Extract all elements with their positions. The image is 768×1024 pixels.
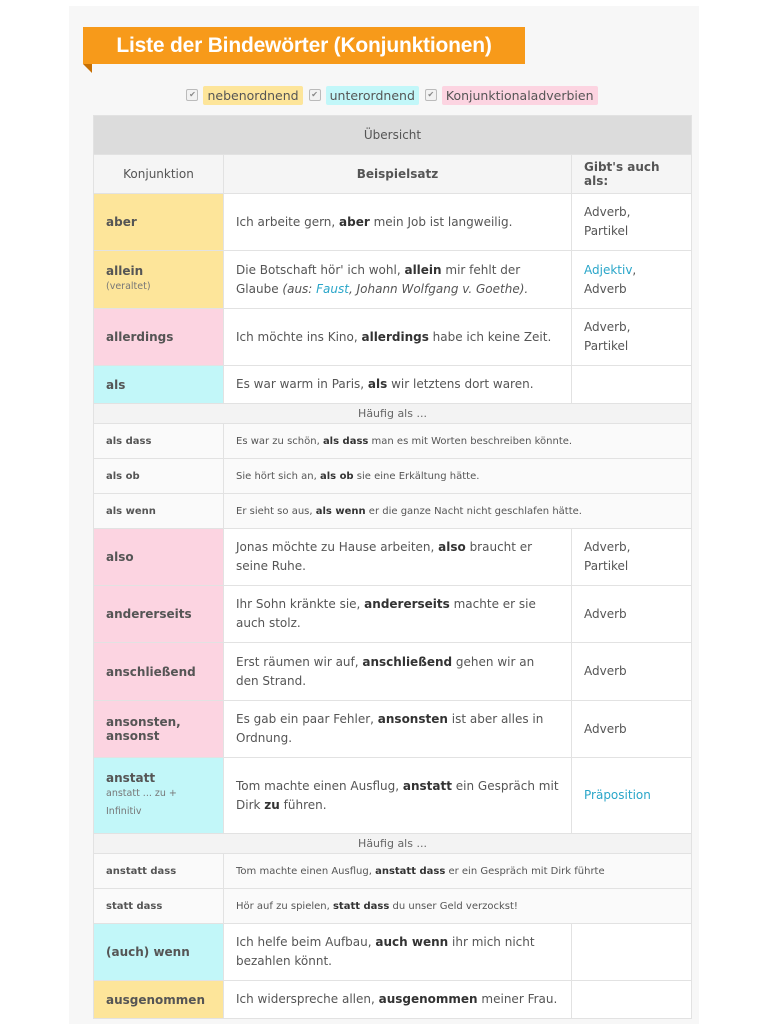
example-conjunction: auch wenn [375, 935, 449, 949]
also-cell: Adverb [572, 643, 692, 701]
example-text: ist aber alles in Ordnung. [236, 712, 544, 745]
column-header-beispielsatz: Beispielsatz [224, 155, 572, 194]
conjunction-cell: ausgenommen [94, 981, 224, 1019]
table-row [94, 309, 692, 366]
also-separator: , [632, 262, 637, 277]
example-text: machte er sie auch stolz. [236, 597, 536, 630]
example-cell [224, 643, 572, 701]
example-conjunction: allerdings [361, 329, 429, 344]
banner-fold [83, 64, 92, 73]
example-conjunction: anstatt [402, 778, 452, 793]
overview-heading: Übersicht [94, 116, 692, 155]
subheader-row [94, 834, 692, 854]
example-cell [224, 251, 572, 309]
subheader-row [94, 404, 692, 424]
filter-konjunktionaladverbien[interactable] [425, 86, 598, 105]
example-conjunction: andererseits [364, 597, 450, 611]
example-text: Jonas möchte zu Hause arbeiten, [236, 540, 439, 554]
example-cell [224, 194, 572, 251]
conjunction-cell: statt dass [94, 889, 224, 924]
table-row [94, 701, 692, 758]
example-conjunction: anschließend [362, 654, 453, 669]
example-cell [224, 366, 572, 404]
example-conjunction: als wenn [315, 505, 366, 517]
filter-nebenordnend[interactable] [186, 86, 302, 105]
example-text: Ich möchte ins Kino, [236, 329, 362, 344]
example-text: habe ich keine Zeit. [428, 329, 552, 344]
example-text: Es war zu schön, [236, 435, 323, 447]
example-cell [224, 424, 692, 459]
also-cell [572, 366, 692, 404]
table-row [94, 366, 692, 404]
table-row [94, 924, 692, 981]
conjunction-word: ansonst [106, 729, 160, 743]
checkbox-unterordnend[interactable]: ✔ [309, 89, 321, 101]
conjunction-cell: aber [94, 194, 224, 251]
also-cell [572, 981, 692, 1019]
example-conjunction: statt dass [332, 900, 390, 912]
example-text: Die Botschaft hör' ich wohl, [236, 262, 405, 277]
example-conjunction: als dass [322, 435, 369, 447]
table-row [94, 889, 692, 924]
often-as-label: Häufig als ... [94, 404, 692, 424]
also-cell [572, 529, 692, 586]
example-cell [224, 529, 572, 586]
example-cell [224, 494, 692, 529]
example-cell [224, 701, 572, 758]
table-row [94, 494, 692, 529]
citation-text: (aus: [282, 281, 317, 296]
also-value: Adverb [584, 281, 627, 296]
also-value: Partikel [584, 339, 629, 353]
conjunction-cell [94, 251, 224, 309]
example-cell [224, 309, 572, 366]
example-text: Es gab ein paar Fehler, [236, 712, 378, 726]
column-header-konjunktion: Konjunktion [94, 155, 224, 194]
example-text: er ein Gespräch mit Dirk führte [445, 865, 605, 877]
conjunction-cell [94, 758, 224, 834]
conjunction-word: ansonsten, [106, 715, 181, 729]
example-cell [224, 889, 692, 924]
example-conjunction: also [438, 540, 466, 554]
example-text: mir fehlt der Glaube [236, 262, 521, 296]
example-text: mein Job ist langweilig. [369, 214, 513, 229]
also-value: Adverb, [584, 205, 631, 219]
example-text: Sie hört sich an, [236, 470, 320, 482]
table-row [94, 194, 692, 251]
table-row [94, 424, 692, 459]
conjunction-cell: andererseits [94, 586, 224, 643]
conjunction-note: (veraltet) [106, 280, 151, 292]
page-title: Liste der Bindewörter (Konjunktionen) [83, 27, 525, 64]
example-text: führen. [279, 797, 327, 812]
example-text: Es war warm in Paris, [236, 377, 368, 391]
conjunction-cell: anschließend [94, 643, 224, 701]
example-text: meiner Frau. [477, 992, 558, 1006]
example-cell [224, 924, 572, 981]
also-cell [572, 924, 692, 981]
example-text: Hör auf zu spielen, [236, 900, 333, 912]
conjunction-cell [94, 701, 224, 758]
also-cell [572, 194, 692, 251]
example-text: gehen wir an den Strand. [236, 654, 535, 688]
praeposition-link[interactable]: Präposition [584, 788, 651, 802]
conjunction-note: anstatt ... zu + Infinitiv [106, 787, 177, 817]
example-text: ihr mich nicht bezahlen könnt. [236, 935, 535, 968]
example-text: Erst räumen wir auf, [236, 654, 363, 669]
example-conjunction: allein [404, 262, 442, 277]
also-cell [572, 251, 692, 309]
example-text: Ich helfe beim Aufbau, [236, 935, 376, 949]
example-conjunction: aber [339, 214, 370, 229]
faust-link[interactable]: Faust [316, 281, 349, 296]
adjektiv-link[interactable]: Adjektiv [584, 262, 633, 277]
conjunction-cell: als dass [94, 424, 224, 459]
example-conjunction: ansonsten [377, 712, 448, 726]
example-text: wir letztens dort waren. [387, 377, 534, 391]
also-cell: Adverb [572, 586, 692, 643]
conjunction-word: allein [106, 263, 144, 278]
checkbox-konjunktionaladverbien[interactable]: ✔ [425, 89, 437, 101]
example-conjunction: als ob [319, 470, 354, 482]
example-text: sie eine Erkältung hätte. [353, 470, 480, 482]
example-cell [224, 758, 572, 834]
example-conjunction: ausgenommen [378, 992, 478, 1006]
conjunction-cell: allerdings [94, 309, 224, 366]
example-cell [224, 981, 572, 1019]
example-conjunction: zu [264, 797, 280, 812]
example-text: du unser Geld verzockst! [389, 900, 518, 912]
citation-text: , Johann Wolfgang v. Goethe). [348, 281, 529, 296]
checkbox-nebenordnend[interactable]: ✔ [186, 89, 198, 101]
filter-unterordnend[interactable] [309, 86, 419, 105]
example-text: ein Gespräch mit Dirk [236, 778, 559, 812]
example-conjunction: als [367, 377, 388, 391]
conjunction-cell: (auch) wenn [94, 924, 224, 981]
also-cell: Adverb [572, 701, 692, 758]
filter-label-nebenordnend: nebenordnend [203, 86, 302, 105]
example-text: braucht er seine Ruhe. [236, 540, 533, 573]
also-value: Adverb, [584, 540, 631, 554]
conjunction-cell: als ob [94, 459, 224, 494]
conjunction-cell: anstatt dass [94, 854, 224, 889]
table-row [94, 459, 692, 494]
conjunction-cell: als wenn [94, 494, 224, 529]
table-row [94, 854, 692, 889]
example-text: man es mit Worten beschreiben könnte. [368, 435, 573, 447]
filter-label-unterordnend: unterordnend [326, 86, 419, 105]
example-text: Ich arbeite gern, [236, 214, 340, 229]
also-value: Adverb, [584, 320, 631, 334]
conjunction-word: anstatt [106, 770, 156, 785]
example-cell [224, 854, 692, 889]
table-row [94, 758, 692, 834]
also-cell [572, 309, 692, 366]
table-row [94, 251, 692, 309]
example-text: Er sieht so aus, [236, 505, 316, 517]
column-header-auch-als: Gibt's auch als: [572, 155, 692, 194]
table-row [94, 586, 692, 643]
conjunction-cell: also [94, 529, 224, 586]
example-text: er die ganze Nacht nicht geschlafen hätte. [365, 505, 582, 517]
example-text: Tom machte einen Ausflug, [236, 865, 376, 877]
also-cell [572, 758, 692, 834]
example-text: Ihr Sohn kränkte sie, [236, 597, 365, 611]
table-row [94, 529, 692, 586]
table-header-overview [94, 116, 692, 155]
example-cell [224, 459, 692, 494]
table-row [94, 981, 692, 1019]
filter-bar [93, 84, 691, 106]
example-text: Ich widerspreche allen, [236, 992, 379, 1006]
example-conjunction: anstatt dass [375, 865, 446, 877]
conjunction-cell: als [94, 366, 224, 404]
also-value: Partikel [584, 559, 629, 573]
table-column-headers [94, 155, 692, 194]
also-value: Partikel [584, 224, 629, 238]
example-cell [224, 586, 572, 643]
conjunction-table [93, 115, 692, 1019]
often-as-label: Häufig als ... [94, 834, 692, 854]
filter-label-konjunktionaladverbien: Konjunktionaladverbien [442, 86, 598, 105]
table-row [94, 643, 692, 701]
example-text: Tom machte einen Ausflug, [236, 778, 403, 793]
